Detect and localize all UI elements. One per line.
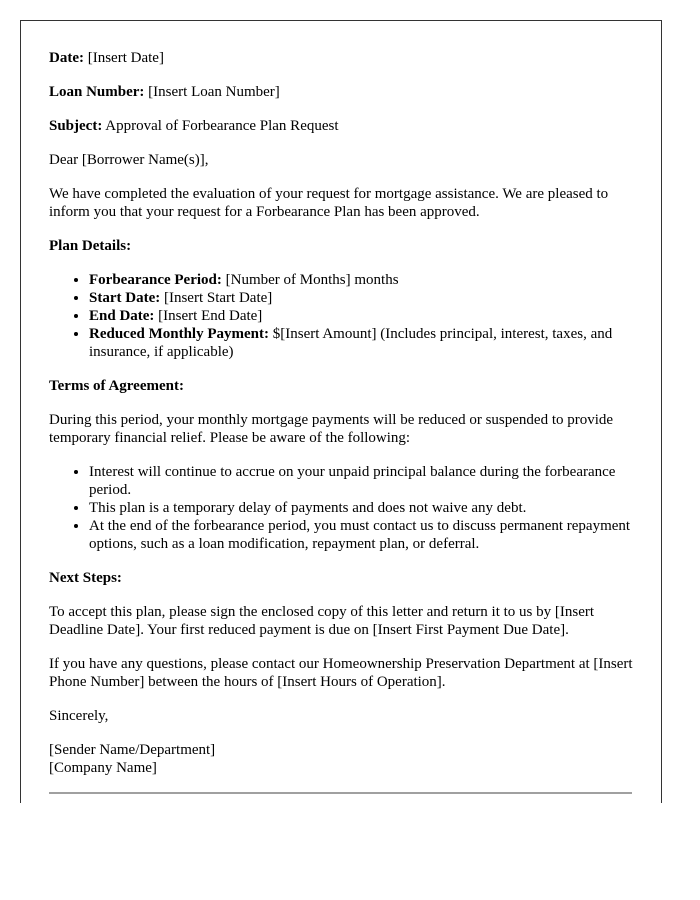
footer-divider [49, 792, 632, 794]
plan-item-value: [Insert Start Date] [160, 290, 273, 306]
list-item: • At the end of the forbearance period, you must contact us to discuss permanent repayment options, such as a loan modification, repayment plan, or deferral. [89, 517, 633, 553]
plan-details-list [49, 271, 633, 361]
next-steps-paragraph: To accept this plan, please sign the enclosed copy of this letter and return it to us by [Insert Deadline Date]. Your first reduced payment is due on [Insert First Payment Due Date]. [49, 604, 595, 638]
salutation: Dear [Borrower Name(s)], [49, 152, 209, 168]
plan-item-value: $[Insert Amount] (Includes principal, interest, taxes, and insurance, if applicable) [89, 326, 613, 360]
closing: Sincerely, [49, 708, 109, 724]
next-steps-heading: Next Steps: [49, 570, 122, 586]
date-value: [Insert Date] [83, 50, 164, 66]
letter-content [49, 21, 633, 794]
sender-name: [Sender Name/Department] [49, 742, 216, 758]
plan-item-label: End Date: [89, 308, 155, 324]
date-line [49, 49, 633, 67]
list-item: • Interest will continue to accrue on your unpaid principal balance during the forbearance period. [89, 463, 633, 499]
letter-container [20, 20, 662, 803]
company-name: [Company Name] [49, 760, 157, 776]
date-label: Date: [49, 50, 84, 66]
plan-details-heading: Plan Details: [49, 238, 132, 254]
terms-list [49, 463, 633, 553]
loan-number-line [49, 83, 633, 101]
plan-item-label: Reduced Monthly Payment: [89, 326, 269, 342]
plan-item-label: Forbearance Period: [89, 272, 222, 288]
loan-number-value: [Insert Loan Number] [144, 84, 280, 100]
signature-block [49, 741, 633, 777]
loan-number-label: Loan Number: [49, 84, 145, 100]
list-item [89, 307, 633, 325]
subject-label: Subject: [49, 118, 103, 134]
list-item [89, 289, 633, 307]
contact-paragraph: If you have any questions, please contact our Homeownership Preservation Department at [Insert Phone Number] between the hours of [Insert Hours of Operation]. [49, 656, 633, 690]
terms-heading: Terms of Agreement: [49, 378, 184, 394]
terms-paragraph: During this period, your monthly mortgage payments will be reduced or suspended to provide temporary financial relief. Please be aware of the following: [49, 412, 614, 446]
list-item: • This plan is a temporary delay of payments and does not waive any debt. [89, 499, 633, 517]
list-item [89, 271, 633, 289]
plan-item-label: Start Date: [89, 290, 161, 306]
subject-line [49, 117, 633, 135]
list-item [89, 325, 633, 361]
intro-paragraph: We have completed the evaluation of your request for mortgage assistance. We are pleased to inform you that your request for a Forbearance Plan has been approved. [49, 186, 609, 220]
subject-value: Approval of Forbearance Plan Request [102, 118, 339, 134]
plan-item-value: [Number of Months] months [221, 272, 399, 288]
plan-item-value: [Insert End Date] [154, 308, 263, 324]
